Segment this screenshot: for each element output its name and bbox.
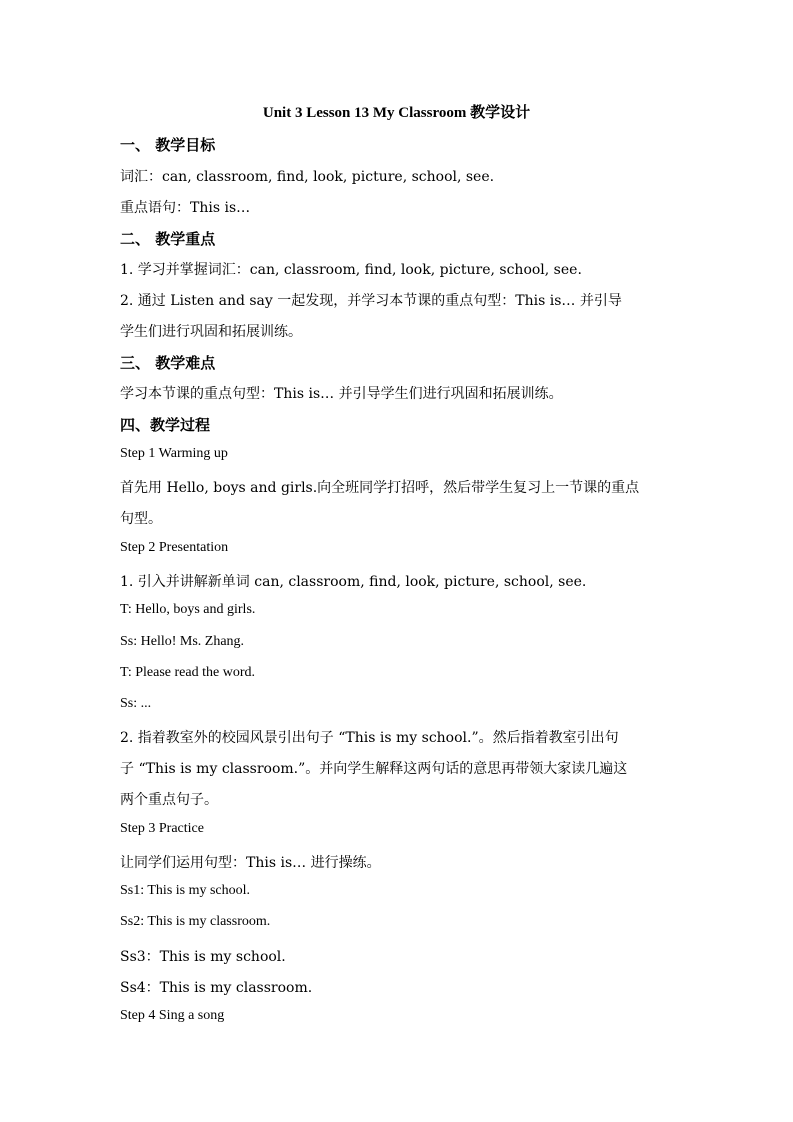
vocabulary-line: 词汇：can, classroom, find, look, picture, school, see. <box>120 169 495 185</box>
key-sentence-line: 重点语句：This is… <box>120 200 251 216</box>
practice-line: Ss1: This is my school. <box>120 883 251 898</box>
dialogue-line: T: Please read the word. <box>120 665 255 680</box>
difficulty-line: 学习本节课的重点句型：This is… 并引导学生们进行巩固和拓展训练。 <box>120 386 563 402</box>
practice-line: Ss4：This is my classroom. <box>120 980 313 996</box>
dialogue-line: T: Hello, boys and girls. <box>120 602 256 617</box>
section-heading-key-points: 二、 教学重点 <box>120 230 216 248</box>
step-3-heading: Step 3 Practice <box>120 821 204 836</box>
step-1-heading: Step 1 Warming up <box>120 446 228 461</box>
document-title: Unit 3 Lesson 13 My Classroom 教学设计 <box>262 105 531 121</box>
step-1-text: 首先用 Hello, boys and girls.向全班同学打招呼，然后带学生复习上一节课的重点 <box>120 480 640 496</box>
step-2-item-2-continued: 两个重点句子。 <box>120 792 218 808</box>
section-heading-difficulties: 三、 教学难点 <box>120 354 216 372</box>
key-point-2: 2. 通过 Listen and say 一起发现，并学习本节课的重点句型：This is… 并引导 <box>120 293 622 309</box>
section-heading-objectives: 一、 教学目标 <box>120 136 216 154</box>
key-point-2-continued: 学生们进行巩固和拓展训练。 <box>120 324 302 340</box>
step-1-text-continued: 句型。 <box>120 511 162 527</box>
step-2-item-2-continued: 子 “This is my classroom.”。并向学生解释这两句话的意思再带领大家读几遍这 <box>120 761 628 777</box>
step-3-text: 让同学们运用句型：This is… 进行操练。 <box>120 855 381 871</box>
dialogue-line: Ss: ... <box>120 696 152 711</box>
key-point-1: 1. 学习并掌握词汇：can, classroom, find, look, picture, school, see. <box>120 262 582 278</box>
practice-line: Ss3：This is my school. <box>120 949 286 965</box>
dialogue-line: Ss: Hello! Ms. Zhang. <box>120 634 245 649</box>
step-2-heading: Step 2 Presentation <box>120 540 229 555</box>
step-4-heading: Step 4 Sing a song <box>120 1008 225 1023</box>
practice-line: Ss2: This is my classroom. <box>120 914 271 929</box>
step-2-item-1: 1. 引入并讲解新单词 can, classroom, find, look, picture, school, see. <box>120 574 587 590</box>
step-2-item-2: 2. 指着教室外的校园风景引出句子 “This is my school.”。然后指着教室引出句 <box>120 730 619 746</box>
section-heading-process: 四、教学过程 <box>120 416 211 434</box>
